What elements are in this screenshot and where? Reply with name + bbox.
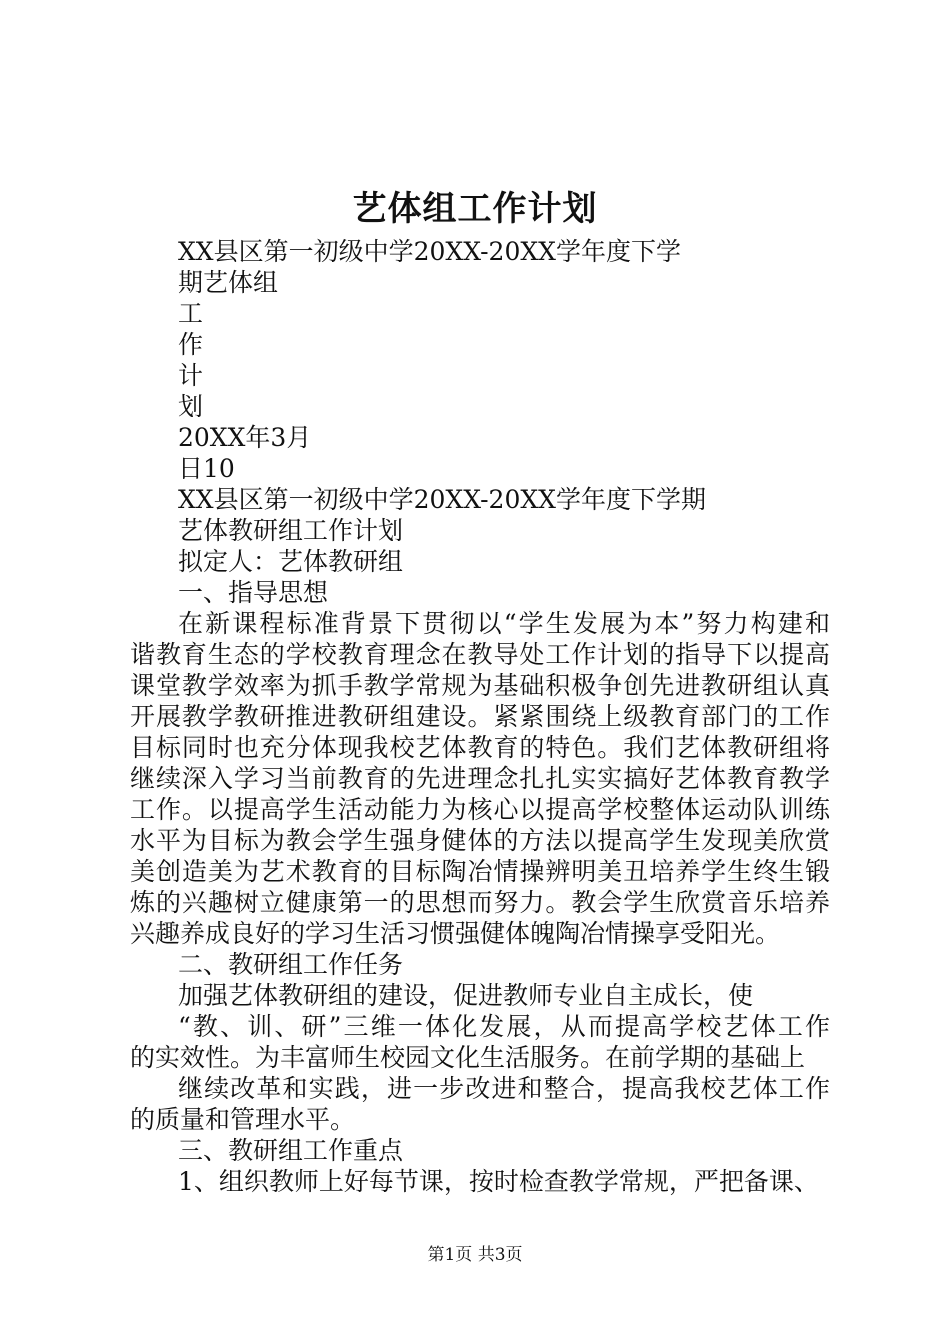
page-footer: 第1页 共3页 (427, 1245, 523, 1265)
header-line: 工 (178, 299, 204, 328)
paragraph-line: 在新课程标准背景下贯彻以“学生发展为本”努力构建和 (178, 609, 830, 638)
paragraph-line: 继续深入学习当前教育的先进理念扎扎实实搞好艺体教育教学 (130, 764, 830, 793)
paragraph-line: “教、训、研”三维一体化发展，从而提高学校艺体工作 (178, 1012, 830, 1041)
paragraph-line: 课堂教学效率为抓手教学常规为基础积极争创先进教研组认真 (130, 671, 830, 700)
paragraph-line: 开展教学教研推进教研组建设。紧紧围绕上级教育部门的工作 (130, 702, 830, 731)
paragraph-line: 的质量和管理水平。 (130, 1105, 356, 1134)
paragraph-line: 美创造美为艺术教育的目标陶冶情操辨明美丑培养学生终生锻 (130, 857, 830, 886)
paragraph-line: 继续改革和实践，进一步改进和整合，提高我校艺体工作 (178, 1074, 830, 1103)
header-line: 作 (178, 330, 204, 359)
header-line: 期艺体组 (178, 268, 279, 297)
header-line: 计 (178, 361, 204, 390)
header-line: 20XX年3月 (178, 423, 312, 452)
paragraph-line: 的实效性。为丰富师生校园文化生活服务。在前学期的基础上 (130, 1043, 806, 1072)
paragraph-line: 工作。以提高学生活动能力为核心以提高学校整体运动队训练 (130, 795, 830, 824)
paragraph-line: 谐教育生态的学校教育理念在教导处工作计划的指导下以提高 (130, 640, 830, 669)
header-line: 划 (178, 392, 204, 421)
list-item: 1、组织教师上好每节课，按时检查教学常规，严把备课、 (178, 1167, 819, 1196)
header-line: 艺体教研组工作计划 (178, 516, 404, 545)
section-heading-2: 二、教研组工作任务 (178, 950, 404, 979)
paragraph-line: 加强艺体教研组的建设，促进教师专业自主成长，使 (178, 981, 754, 1010)
section-heading-1: 一、指导思想 (178, 578, 329, 607)
paragraph-line: 炼的兴趣树立健康第一的思想而努力。教会学生欣赏音乐培养 (130, 888, 830, 917)
document-title: 艺体组工作计划 (352, 189, 598, 229)
header-line: 拟定人：艺体教研组 (178, 547, 404, 576)
paragraph-line: 目标同时也充分体现我校艺体教育的特色。我们艺体教研组将 (130, 733, 830, 762)
paragraph-line: 水平为目标为教会学生强身健体的方法以提高学生发现美欣赏 (130, 826, 830, 855)
header-line: 日10 (178, 454, 235, 483)
header-line: XX县区第一初级中学20XX-20XX学年度下学 (178, 237, 681, 266)
paragraph-line: 兴趣养成良好的学习生活习惯强健体魄陶冶情操享受阳光。 (130, 919, 781, 948)
section-heading-3: 三、教研组工作重点 (178, 1136, 404, 1165)
header-line: XX县区第一初级中学20XX-20XX学年度下学期 (178, 485, 706, 514)
